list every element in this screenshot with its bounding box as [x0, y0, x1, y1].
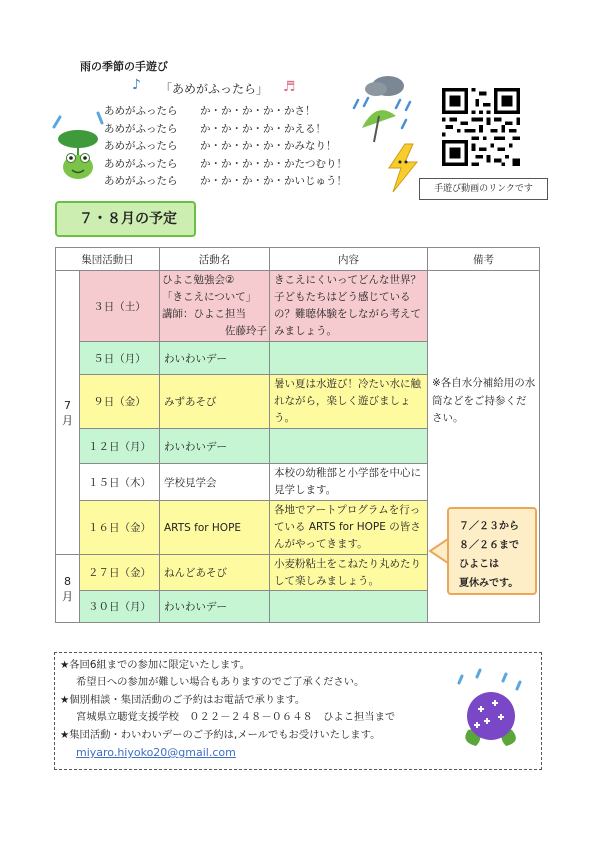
notice-line: ★集団活動・わいわいデーのご予約は,メールでもお受けいたします。 — [60, 728, 381, 741]
lyric-line: あめがふったら か・か・か・か・かえる！ — [104, 122, 326, 135]
notice-line: ★各回6組までの参加に限定いたします。 — [60, 659, 251, 671]
song-title: 「あめがふったら」 — [160, 82, 269, 96]
row-date: １６日（金） — [80, 501, 160, 555]
lyric-line: あめがふったら か・か・か・か・かさ！ — [104, 105, 316, 117]
row-date: ５日（月） — [80, 342, 160, 375]
section-title: ７・８月の予定 — [55, 201, 196, 237]
row-content — [270, 591, 428, 623]
month-july: 7月 — [56, 271, 80, 555]
row-name: みずあそび — [160, 375, 270, 429]
row-content — [270, 429, 428, 464]
row-date: １５日（木） — [80, 464, 160, 501]
col-header-name: 活動名 — [160, 248, 270, 271]
notice-line: ★個別相談・集団活動のご予約はお電話で承ります。 — [60, 693, 306, 706]
row-date: ３日（土） — [80, 271, 160, 342]
music-notes-icon: ♬ — [283, 79, 296, 95]
row-content: 暑い夏は水遊び！冷たい水に触れながら，楽しく遊びましょう。 — [270, 375, 428, 429]
summer-break-callout: ７／２３から ８／２６まで ひよこは 夏休みです。 — [447, 507, 537, 595]
row-name: ねんどあそび — [160, 555, 270, 591]
umbrella-rain-icon — [352, 72, 414, 150]
lyric-line: あめがふったら か・か・か・か・かみなり！ — [104, 140, 337, 153]
row-content: 各地でアートプログラムを行っている ARTS for HOPE の皆さんがやってきます。 — [270, 501, 428, 555]
row-date: ９日（金） — [80, 375, 160, 429]
lyric-line: あめがふったら か・か・か・か・かたつむり！ — [104, 157, 347, 170]
row-date: ３０日（月） — [80, 591, 160, 623]
col-header-content: 内容 — [270, 248, 428, 271]
song-heading: 雨の季節の手遊び — [80, 60, 168, 73]
row-name: ひよこ勉強会② 「きこえについて」 講師：ひよこ担当 佐藤玲子 — [160, 271, 270, 342]
row-date: ２７日（金） — [80, 555, 160, 591]
row-name: わいわいデー — [160, 429, 270, 464]
row-date: １２日（月） — [80, 429, 160, 464]
hydrangea-icon — [454, 668, 528, 752]
row-name: 学校見学会 — [160, 464, 270, 501]
email-link[interactable]: miyaro.hiyoko20@gmail.com — [76, 746, 236, 760]
qr-caption: 手遊び動画のリンクです — [419, 178, 548, 200]
row-content — [270, 342, 428, 375]
lightning-icon — [383, 142, 423, 194]
row-name: ARTS for HOPE — [160, 501, 270, 555]
remarks-cell: ※各自水分補給用の水筒などをご持参ください。 — [428, 271, 540, 623]
col-header-remarks: 備考 — [428, 248, 540, 271]
song-lyrics — [104, 103, 347, 191]
row-content: 小麦粉粘土をこねたり丸めたりして楽しみましょう。 — [270, 555, 428, 591]
frog-umbrella-icon — [50, 105, 105, 185]
notice-text — [60, 657, 395, 761]
row-content: 本校の幼稚部と小学部を中心に見学します。 — [270, 464, 428, 501]
qr-code-icon[interactable] — [442, 88, 520, 166]
lyric-line: あめがふったら か・か・か・か・かいじゅう！ — [104, 175, 347, 188]
month-august: 8月 — [56, 555, 80, 623]
row-content: きこえにくいってどんな世界？子どもたちはどう感じているの？難聴体験をしながら考えてみましょう。 — [270, 271, 428, 342]
music-note-icon: ♪ — [132, 77, 141, 93]
row-name: わいわいデー — [160, 591, 270, 623]
col-header-date: 集団活動日 — [56, 248, 160, 271]
row-name: わいわいデー — [160, 342, 270, 375]
table-row — [56, 271, 540, 342]
table-header-row — [56, 248, 540, 271]
notice-line: 宮城県立聴覚支援学校 ０２２－２４８－０６４８ ひよこ担当まで — [76, 711, 396, 724]
notice-line: 希望日への参加が難しい場合もありますのでご了承ください。 — [76, 676, 365, 689]
